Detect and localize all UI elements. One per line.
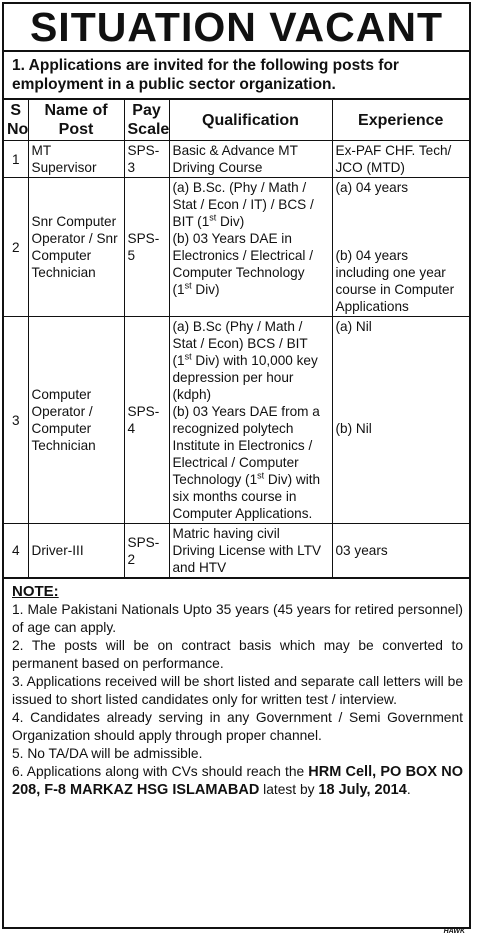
hawk-logo: HAWK [443, 928, 465, 935]
table-row: 3 Computer Operator / Computer Technician SPS-4 (a) B.Sc (Phy / Math / Stat / Econ) BCS / BIT (1st Div) with 10,000 key depression per hour (kdph) (b) 03 Years DAE from a recognized polytech Institute in Electronics / Electrical / Computer Technology (1st Div) with six months course in Computer Applications. (a) Nil (b) Nil [4, 317, 469, 524]
note-item: 1. Male Pakistani Nationals Upto 35 years (45 years for retired personnel) of age can apply. [12, 602, 463, 635]
intro-text: 1. Applications are invited for the following posts for employment in a public sector organization. [4, 52, 469, 100]
header-sno: S No [4, 100, 28, 141]
page-title: SITUATION VACANT [4, 4, 469, 52]
note-item: 5. No TA/DA will be admissible. [12, 746, 203, 761]
note-item: 3. Applications received will be short listed and separate call letters will be issued to short listed candidates only for written test / interview. [12, 674, 463, 707]
note-item: 4. Candidates already serving in any Government / Semi Government Organization should apply through proper channel. [12, 710, 463, 743]
table-row: 1 MT Supervisor SPS-3 Basic & Advance MT Driving Course Ex-PAF CHF. Tech/ JCO (MTD) [4, 141, 469, 178]
advertisement [2, 2, 471, 929]
note-item: 6. Applications along with CVs should reach the HRM Cell, PO BOX NO 208, F-8 MARKAZ HSG ISLAMABAD latest by 18 July, 2014. [12, 764, 463, 798]
header-pay: Pay Scale [124, 100, 169, 141]
table-row: 2 Snr Computer Operator / Snr Computer Technician SPS-5 (a) B.Sc. (Phy / Math / Stat / Econ / IT) / BCS / BIT (1st Div) (b) 03 Years DAE in Electronics / Electrical / Computer Technology (1st Div) (a) 04 years (b) 04 years including one year course in Computer Applications [4, 178, 469, 317]
table-row: 4 Driver-III SPS-2 Matric having civil Driving License with LTV and HTV 03 years [4, 524, 469, 579]
note-item: 2. The posts will be on contract basis which may be converted to permanent based on performance. [12, 638, 463, 671]
table-header-row [4, 100, 469, 141]
note-heading: NOTE: [12, 583, 59, 600]
posts-table [4, 100, 469, 579]
header-qualification: Qualification [169, 100, 332, 141]
header-post: Name of Post [28, 100, 124, 141]
header-experience: Experience [332, 100, 469, 141]
notes-section [4, 579, 469, 799]
